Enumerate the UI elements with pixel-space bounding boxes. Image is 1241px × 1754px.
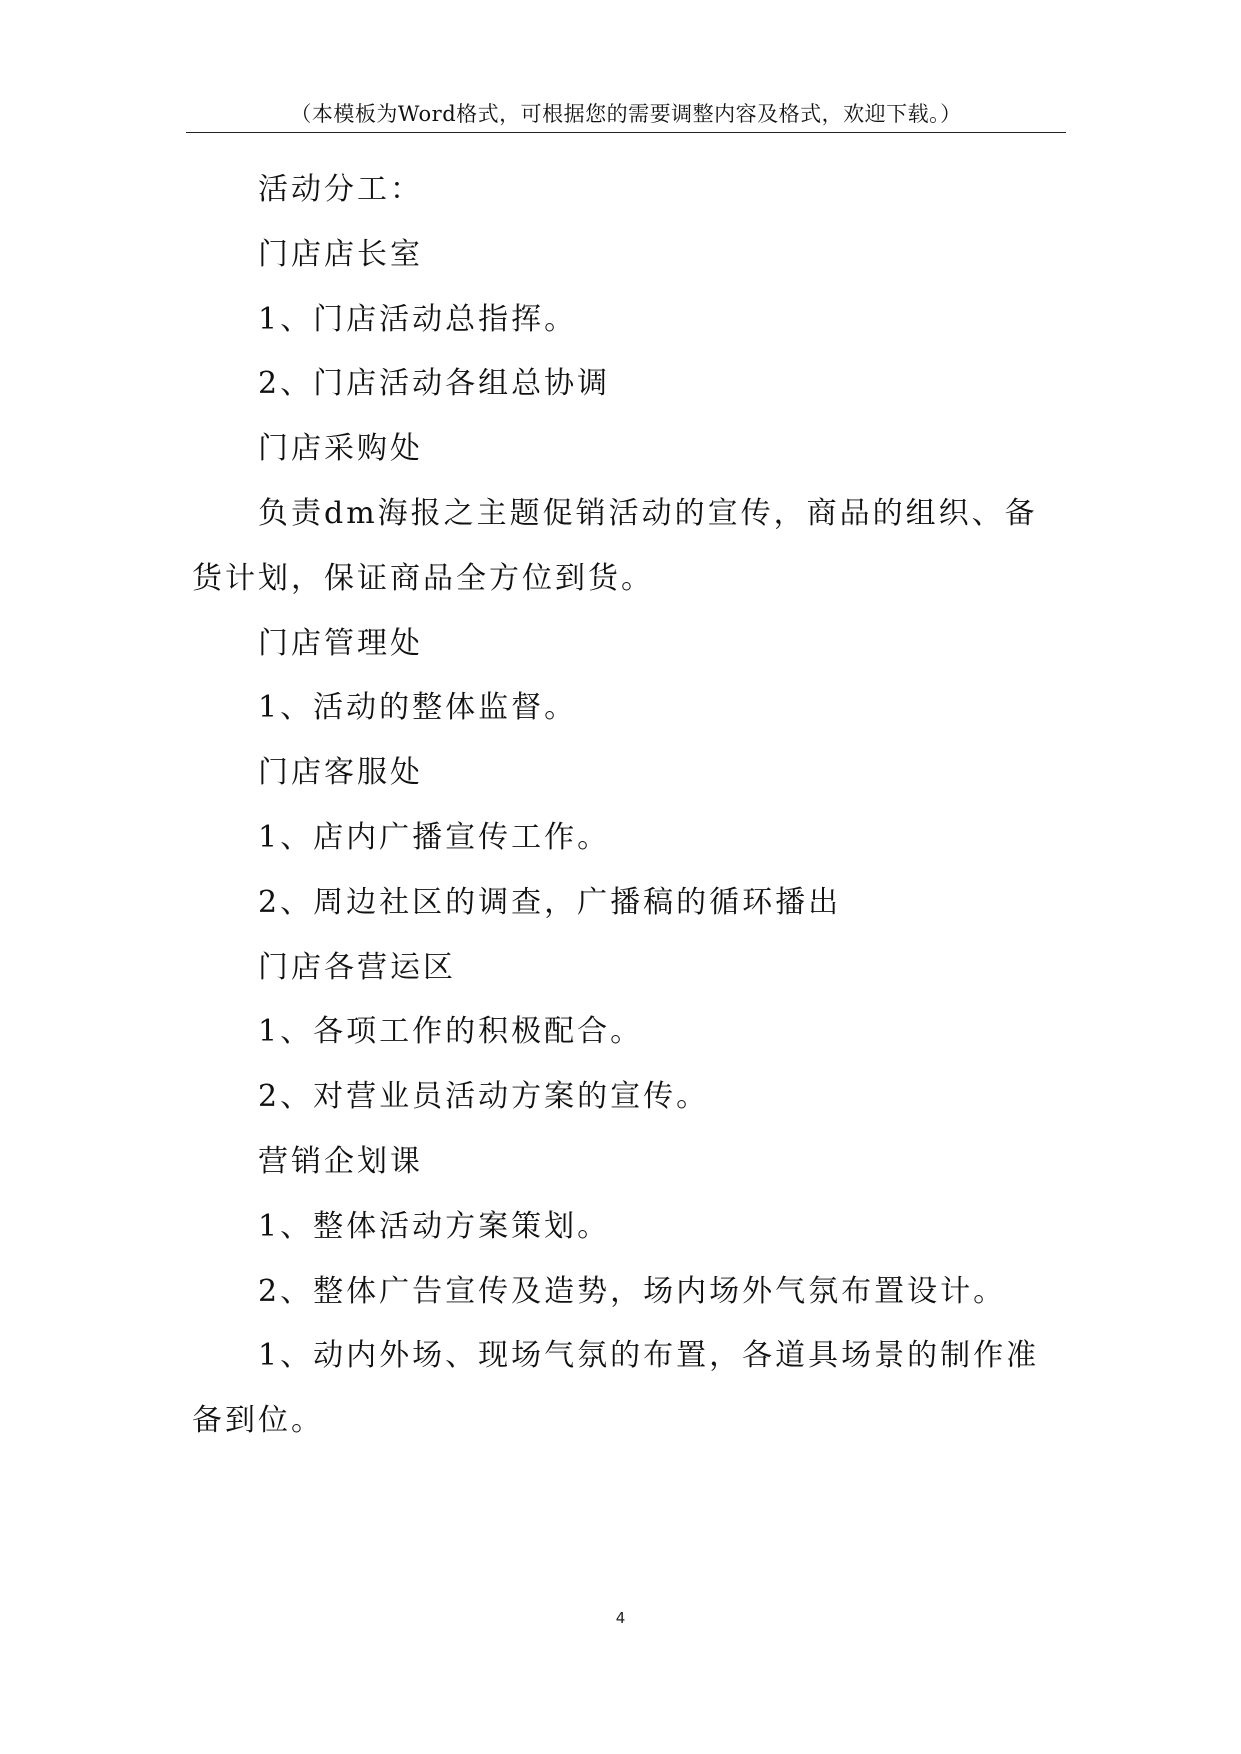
paragraph: 2、门店活动各组总协调 [258,366,611,402]
paragraph: 2、周边社区的调查，广播稿的循环播出 [258,884,842,920]
paragraph: 负责dm海报之主题促销活动的宣传，商品的组织、备货计划，保证商品全方位到货。 [192,495,1038,596]
section-heading: 门店客服处 [258,755,423,791]
paragraph: 1、各项工作的积极配合。 [258,1014,644,1050]
section-heading: 营销企划课 [258,1143,423,1179]
header-divider [186,132,1066,133]
paragraph: 活动分工： [258,172,423,207]
paragraph: 1、店内广播宣传工作。 [258,819,611,855]
page-number: 4 [615,1609,626,1627]
paragraph: 2、对营业员活动方案的宣传。 [258,1079,710,1115]
paragraph: 2、整体广告宣传及造势，场内场外气氛布置设计。 [258,1273,1007,1309]
section-heading: 门店各营运区 [258,949,456,985]
document-body [192,158,1052,1454]
section-heading: 门店采购处 [258,431,423,467]
paragraph: 1、活动的整体监督。 [258,690,578,726]
section-heading: 门店店长室 [258,236,423,272]
paragraph: 1、动内外场、现场气氛的布置，各道具场景的制作准备到位。 [192,1338,1040,1439]
paragraph: 1、门店活动总指挥。 [258,301,578,337]
header-note: （本模板为Word格式，可根据您的需要调整内容及格式，欢迎下载。） [290,102,962,126]
paragraph: 1、整体活动方案策划。 [258,1208,611,1244]
section-heading: 门店管理处 [258,625,423,661]
